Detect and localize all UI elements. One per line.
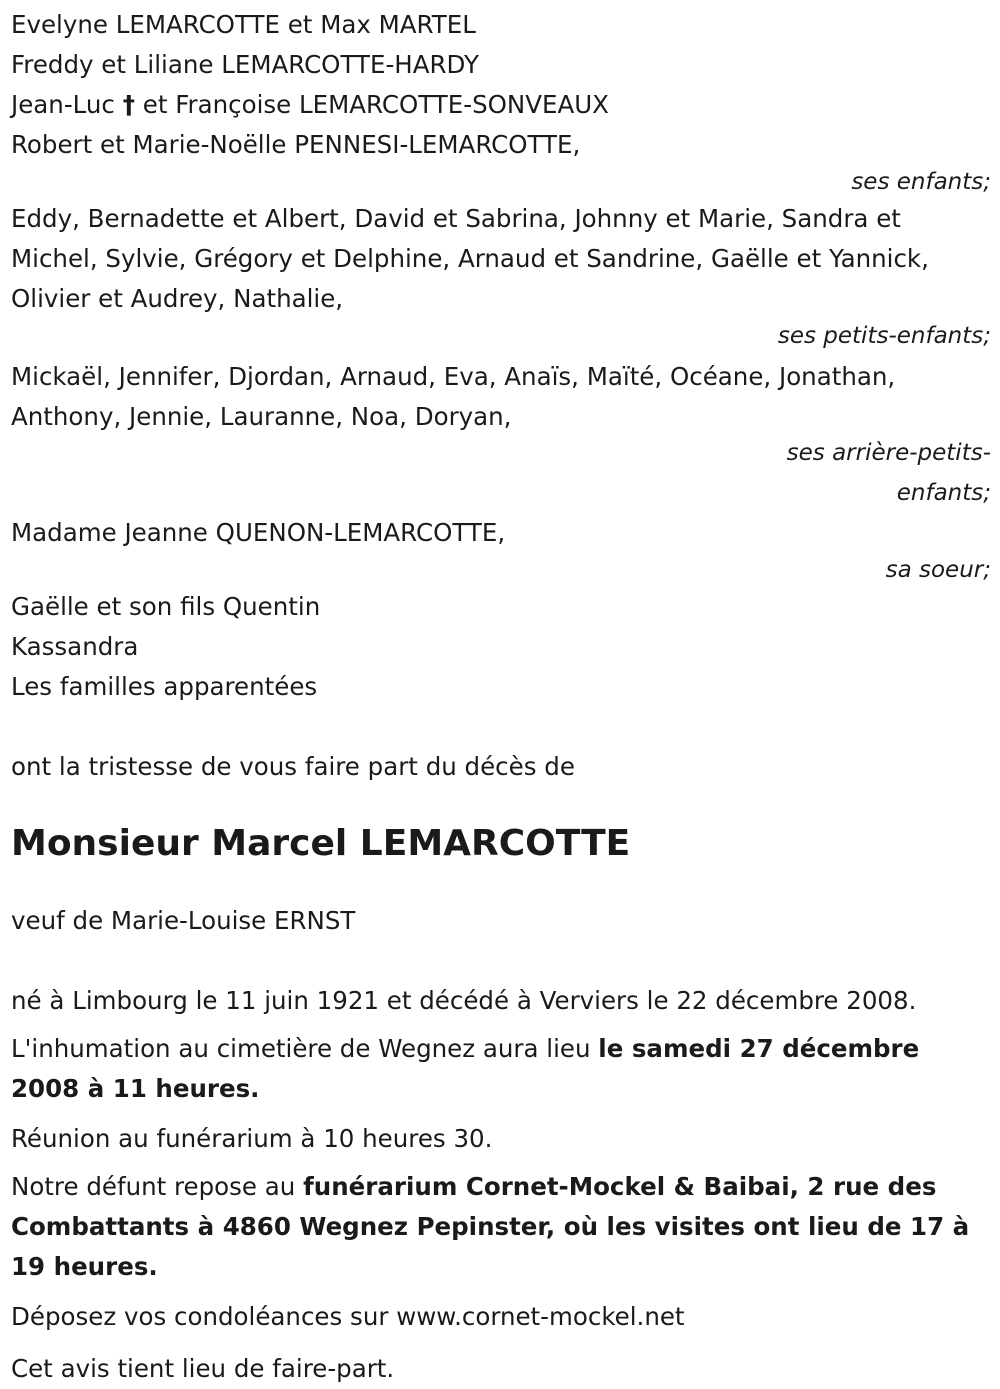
condolences-text: Déposez vos condoléances sur www.cornet-mockel.net xyxy=(11,1302,685,1331)
role-great-grandchildren-2: enfants; xyxy=(896,480,991,506)
role-children: ses enfants; xyxy=(851,169,991,195)
burial-prefix: L'inhumation au cimetière de Wegnez aura lieu xyxy=(11,1034,599,1063)
grandchildren-list: Eddy, Bernadette et Albert, David et Sabrina, Johnny et Marie, Sandra et Michel, Sylvie, Grégory et Delphine, Arnaud et Sandrine, Gaëlle et Yannick, Olivier et Audrey, Nathalie, xyxy=(11,204,929,313)
grandchildren-section xyxy=(11,199,991,353)
child-line-1: Evelyne LEMARCOTTE et Max MARTEL xyxy=(11,10,476,39)
child-line-4: Robert et Marie-Noëlle PENNESI-LEMARCOTTE, xyxy=(11,130,581,159)
burial-info xyxy=(11,1029,991,1109)
role-grandchildren: ses petits-enfants; xyxy=(777,323,991,349)
great-grandchildren-list: Mickaël, Jennifer, Djordan, Arnaud, Eva, Anaïs, Maïté, Océane, Jonathan, Anthony, Jennie, Lauranne, Noa, Doryan, xyxy=(11,362,896,431)
child-line-3-rest: et Françoise LEMARCOTTE-SONVEAUX xyxy=(134,90,609,119)
closing-text: Cet avis tient lieu de faire-part. xyxy=(11,1354,395,1383)
others-section xyxy=(11,587,991,707)
child-line-2: Freddy et Liliane LEMARCOTTE-HARDY xyxy=(11,50,479,79)
repose-prefix: Notre défunt repose au xyxy=(11,1172,304,1201)
other-line-2: Kassandra xyxy=(11,632,139,661)
announcement-text: ont la tristesse de vous faire part du décès de xyxy=(11,752,575,781)
role-sister: sa soeur; xyxy=(885,557,991,583)
other-line-1: Gaëlle et son fils Quentin xyxy=(11,592,321,621)
repose-info xyxy=(11,1167,991,1287)
great-grandchildren-section xyxy=(11,357,991,513)
burial-date: le samedi 27 décembre 2008 à 11 heures. xyxy=(11,1034,920,1103)
deceased-name: Monsieur Marcel LEMARCOTTE xyxy=(11,823,631,864)
birth-death: né à Limbourg le 11 juin 1921 et décédé à Verviers le 22 décembre 2008. xyxy=(11,986,917,1015)
other-line-3: Les familles apparentées xyxy=(11,672,318,701)
cross-icon: † xyxy=(122,90,135,119)
widower-of: veuf de Marie-Louise ERNST xyxy=(11,906,356,935)
children-section xyxy=(11,0,991,199)
meeting-info: Réunion au funérarium à 10 heures 30. xyxy=(11,1124,493,1153)
child-line-3 xyxy=(11,85,991,125)
sister-name: Madame Jeanne QUENON-LEMARCOTTE, xyxy=(11,518,506,547)
repose-location: funérarium Cornet-Mockel & Baibai, 2 rue des Combattants à 4860 Wegnez Pepinster, où les visites ont lieu de 17 à 19 heures. xyxy=(11,1172,970,1281)
child-name-jeanluc: Jean-Luc xyxy=(11,90,115,119)
role-great-grandchildren-1: ses arrière-petits- xyxy=(786,440,991,466)
sister-section xyxy=(11,513,991,587)
